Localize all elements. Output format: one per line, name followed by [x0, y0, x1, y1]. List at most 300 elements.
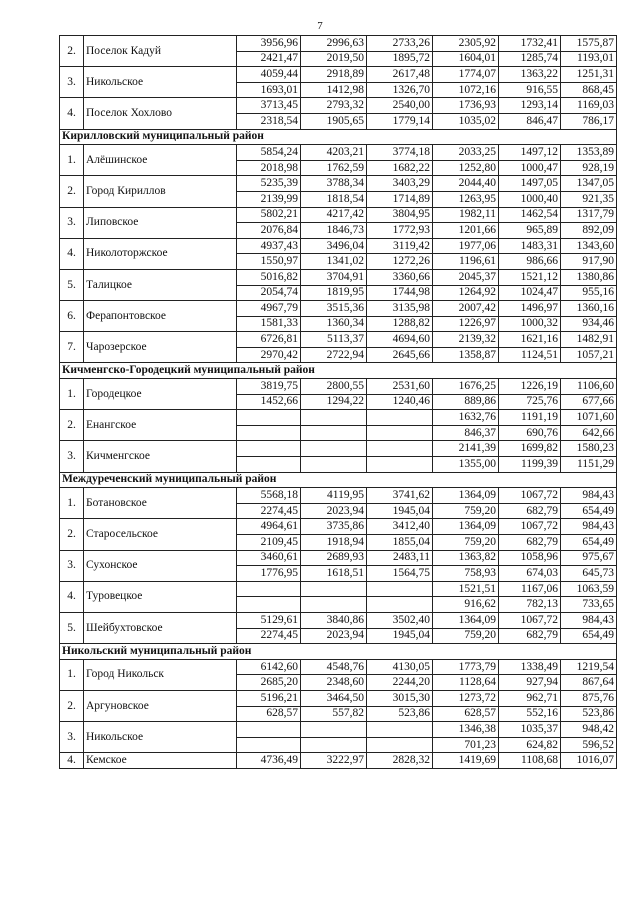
value-cell: 1252,80 [433, 160, 499, 176]
value-cell: 5196,21 [237, 690, 301, 706]
value-cell: 4937,43 [237, 238, 301, 254]
value-cell: 1550,97 [237, 254, 301, 270]
settlement-name: Сухонское [84, 550, 237, 581]
value-cell: 642,66 [561, 425, 617, 441]
value-cell: 975,67 [561, 550, 617, 566]
value-cell: 2421,47 [237, 51, 301, 67]
value-cell: 1496,97 [499, 301, 561, 317]
district-row [60, 363, 617, 379]
value-cell: 2244,20 [367, 675, 433, 691]
value-cell: 892,09 [561, 223, 617, 239]
value-cell: 928,19 [561, 160, 617, 176]
value-cell: 2318,54 [237, 113, 301, 129]
district-name: Кирилловский муниципальный район [60, 129, 617, 145]
settlement-name: Кемское [84, 753, 237, 769]
value-cell: 1618,51 [301, 566, 367, 582]
value-cell: 782,13 [499, 597, 561, 613]
value-cell: 1945,04 [367, 503, 433, 519]
value-cell: 645,73 [561, 566, 617, 582]
value-cell: 3135,98 [367, 301, 433, 317]
row-number: 2. [60, 410, 84, 441]
settlement-name: Енангское [84, 410, 237, 441]
value-cell: 701,23 [433, 737, 499, 753]
value-cell: 1819,95 [301, 285, 367, 301]
value-cell: 5802,21 [237, 207, 301, 223]
value-cell: 674,03 [499, 566, 561, 582]
value-cell: 921,35 [561, 191, 617, 207]
value-cell: 1364,09 [433, 519, 499, 535]
value-cell: 1776,95 [237, 566, 301, 582]
value-cell: 1000,32 [499, 316, 561, 332]
settlement-row [60, 550, 617, 566]
value-cell: 3735,86 [301, 519, 367, 535]
value-cell: 889,86 [433, 394, 499, 410]
value-cell: 1347,05 [561, 176, 617, 192]
settlement-row [60, 379, 617, 395]
settlement-name: Ферапонтовское [84, 301, 237, 332]
district-name: Междуреченский муниципальный район [60, 472, 617, 488]
settlement-name: Город Никольск [84, 659, 237, 690]
value-cell: 1419,69 [433, 753, 499, 769]
value-cell: 1945,04 [367, 628, 433, 644]
value-cell [301, 722, 367, 738]
value-cell: 523,86 [561, 706, 617, 722]
value-cell [367, 410, 433, 426]
value-cell: 3741,62 [367, 488, 433, 504]
settlement-row [60, 690, 617, 706]
value-cell: 3412,40 [367, 519, 433, 535]
settlement-row [60, 301, 617, 317]
value-cell: 3460,61 [237, 550, 301, 566]
value-cell [367, 581, 433, 597]
row-number: 3. [60, 441, 84, 472]
value-cell: 4548,76 [301, 659, 367, 675]
settlement-row [60, 410, 617, 426]
row-number: 2. [60, 690, 84, 721]
value-cell: 4736,49 [237, 753, 301, 769]
value-cell: 2023,94 [301, 503, 367, 519]
value-cell: 1273,72 [433, 690, 499, 706]
value-cell: 2689,93 [301, 550, 367, 566]
value-cell: 1067,72 [499, 519, 561, 535]
value-cell [301, 441, 367, 457]
value-cell: 2793,32 [301, 98, 367, 114]
settlement-row [60, 98, 617, 114]
value-cell: 1000,40 [499, 191, 561, 207]
value-cell: 916,62 [433, 597, 499, 613]
value-cell: 1364,09 [433, 612, 499, 628]
row-number: 4. [60, 98, 84, 129]
value-cell: 4059,44 [237, 67, 301, 83]
value-cell: 3774,18 [367, 145, 433, 161]
value-cell: 1124,51 [499, 347, 561, 363]
value-cell: 1462,54 [499, 207, 561, 223]
value-cell: 677,66 [561, 394, 617, 410]
value-cell: 1353,89 [561, 145, 617, 161]
row-number: 7. [60, 332, 84, 363]
value-cell: 1057,21 [561, 347, 617, 363]
value-cell: 1338,49 [499, 659, 561, 675]
value-cell: 1024,47 [499, 285, 561, 301]
value-cell: 1016,07 [561, 753, 617, 769]
settlement-row [60, 67, 617, 83]
value-cell: 1564,75 [367, 566, 433, 582]
tariff-table [59, 35, 617, 769]
value-cell [301, 597, 367, 613]
value-cell: 3515,36 [301, 301, 367, 317]
settlement-row [60, 722, 617, 738]
value-cell: 3788,34 [301, 176, 367, 192]
value-cell: 1167,06 [499, 581, 561, 597]
value-cell: 5113,37 [301, 332, 367, 348]
value-cell: 1263,95 [433, 191, 499, 207]
value-cell: 1772,93 [367, 223, 433, 239]
value-cell: 1196,61 [433, 254, 499, 270]
value-cell: 984,43 [561, 612, 617, 628]
value-cell: 846,47 [499, 113, 561, 129]
value-cell: 1272,26 [367, 254, 433, 270]
value-cell: 1846,73 [301, 223, 367, 239]
row-number: 5. [60, 269, 84, 300]
value-cell: 758,93 [433, 566, 499, 582]
value-cell: 2023,94 [301, 628, 367, 644]
value-cell: 5854,24 [237, 145, 301, 161]
value-cell: 2996,63 [301, 36, 367, 52]
value-cell: 3496,04 [301, 238, 367, 254]
value-cell: 2348,60 [301, 675, 367, 691]
value-cell: 552,16 [499, 706, 561, 722]
value-cell [237, 597, 301, 613]
settlement-row [60, 659, 617, 675]
row-number: 3. [60, 67, 84, 98]
value-cell: 557,82 [301, 706, 367, 722]
value-cell: 1071,60 [561, 410, 617, 426]
settlement-name: Талицкое [84, 269, 237, 300]
value-cell: 1058,96 [499, 550, 561, 566]
district-name: Никольский муниципальный район [60, 644, 617, 660]
value-cell: 1226,19 [499, 379, 561, 395]
value-cell: 2141,39 [433, 441, 499, 457]
value-cell: 1264,92 [433, 285, 499, 301]
settlement-name: Кичменгское [84, 441, 237, 472]
value-cell: 1918,94 [301, 535, 367, 551]
value-cell: 962,71 [499, 690, 561, 706]
value-cell: 2540,00 [367, 98, 433, 114]
value-cell: 986,66 [499, 254, 561, 270]
settlement-row [60, 145, 617, 161]
value-cell: 1521,51 [433, 581, 499, 597]
settlement-name: Аргуновское [84, 690, 237, 721]
value-cell: 1580,23 [561, 441, 617, 457]
value-cell: 3222,97 [301, 753, 367, 769]
value-cell: 2918,89 [301, 67, 367, 83]
row-number: 1. [60, 488, 84, 519]
value-cell: 690,76 [499, 425, 561, 441]
value-cell: 1773,79 [433, 659, 499, 675]
value-cell: 1497,05 [499, 176, 561, 192]
value-cell: 1774,07 [433, 67, 499, 83]
settlement-row [60, 441, 617, 457]
settlement-name: Поселок Кадуй [84, 36, 237, 67]
value-cell: 3819,75 [237, 379, 301, 395]
value-cell: 875,76 [561, 690, 617, 706]
value-cell: 1106,60 [561, 379, 617, 395]
row-number: 1. [60, 379, 84, 410]
value-cell: 682,79 [499, 628, 561, 644]
value-cell: 1226,97 [433, 316, 499, 332]
row-number: 2. [60, 176, 84, 207]
value-cell: 733,65 [561, 597, 617, 613]
value-cell: 725,76 [499, 394, 561, 410]
value-cell [237, 410, 301, 426]
row-number: 1. [60, 145, 84, 176]
value-cell [301, 410, 367, 426]
table-body [60, 36, 617, 769]
value-cell: 1363,82 [433, 550, 499, 566]
value-cell [367, 722, 433, 738]
value-cell: 1067,72 [499, 612, 561, 628]
value-cell: 759,20 [433, 535, 499, 551]
settlement-row [60, 488, 617, 504]
value-cell: 3713,45 [237, 98, 301, 114]
value-cell: 4119,95 [301, 488, 367, 504]
value-cell: 1452,66 [237, 394, 301, 410]
value-cell: 1632,76 [433, 410, 499, 426]
settlement-row [60, 612, 617, 628]
settlement-name: Чарозерское [84, 332, 237, 363]
value-cell: 1285,74 [499, 51, 561, 67]
value-cell [367, 737, 433, 753]
value-cell: 1191,19 [499, 410, 561, 426]
value-cell: 1482,91 [561, 332, 617, 348]
value-cell: 2483,11 [367, 550, 433, 566]
settlement-name: Алёшинское [84, 145, 237, 176]
value-cell: 948,42 [561, 722, 617, 738]
value-cell: 1063,59 [561, 581, 617, 597]
row-number: 1. [60, 659, 84, 690]
value-cell: 3119,42 [367, 238, 433, 254]
settlement-row [60, 269, 617, 285]
settlement-name: Шейбухтовское [84, 612, 237, 643]
value-cell: 984,43 [561, 519, 617, 535]
value-cell: 1317,79 [561, 207, 617, 223]
district-row [60, 472, 617, 488]
settlement-name: Туровецкое [84, 581, 237, 612]
value-cell: 1360,34 [301, 316, 367, 332]
value-cell: 2007,42 [433, 301, 499, 317]
value-cell: 934,46 [561, 316, 617, 332]
value-cell: 1219,54 [561, 659, 617, 675]
value-cell: 1169,03 [561, 98, 617, 114]
value-cell: 1341,02 [301, 254, 367, 270]
value-cell: 1288,82 [367, 316, 433, 332]
settlement-row [60, 519, 617, 535]
value-cell: 654,49 [561, 628, 617, 644]
page-number: 7 [317, 20, 323, 32]
value-cell: 1699,82 [499, 441, 561, 457]
value-cell: 917,90 [561, 254, 617, 270]
value-cell: 2044,40 [433, 176, 499, 192]
value-cell: 1251,31 [561, 67, 617, 83]
value-cell: 759,20 [433, 628, 499, 644]
value-cell: 927,94 [499, 675, 561, 691]
value-cell: 2045,37 [433, 269, 499, 285]
settlement-row [60, 753, 617, 769]
row-number: 3. [60, 207, 84, 238]
row-number: 2. [60, 519, 84, 550]
row-number: 6. [60, 301, 84, 332]
value-cell: 1855,04 [367, 535, 433, 551]
settlement-name: Поселок Хохлово [84, 98, 237, 129]
value-cell [237, 581, 301, 597]
settlement-name: Никольское [84, 722, 237, 753]
value-cell: 3502,40 [367, 612, 433, 628]
value-cell: 1732,41 [499, 36, 561, 52]
value-cell: 682,79 [499, 535, 561, 551]
value-cell: 955,16 [561, 285, 617, 301]
row-number: 4. [60, 581, 84, 612]
value-cell: 2828,32 [367, 753, 433, 769]
district-name: Кичменгско-Городецкий муниципальный район [60, 363, 617, 379]
value-cell: 1905,65 [301, 113, 367, 129]
value-cell: 2076,84 [237, 223, 301, 239]
value-cell: 868,45 [561, 82, 617, 98]
value-cell: 2970,42 [237, 347, 301, 363]
value-cell [237, 737, 301, 753]
settlement-name: Липовское [84, 207, 237, 238]
value-cell: 5235,39 [237, 176, 301, 192]
value-cell: 1355,00 [433, 457, 499, 473]
value-cell: 3956,96 [237, 36, 301, 52]
value-cell: 1581,33 [237, 316, 301, 332]
value-cell: 1000,47 [499, 160, 561, 176]
value-cell: 1151,29 [561, 457, 617, 473]
row-number: 3. [60, 722, 84, 753]
value-cell: 2054,74 [237, 285, 301, 301]
value-cell: 2274,45 [237, 628, 301, 644]
value-cell: 1108,68 [499, 753, 561, 769]
value-cell: 1343,60 [561, 238, 617, 254]
value-cell: 1497,12 [499, 145, 561, 161]
value-cell: 2645,66 [367, 347, 433, 363]
value-cell: 916,55 [499, 82, 561, 98]
settlement-name: Николоторжское [84, 238, 237, 269]
row-number: 2. [60, 36, 84, 67]
value-cell [367, 441, 433, 457]
value-cell: 654,49 [561, 535, 617, 551]
value-cell: 1067,72 [499, 488, 561, 504]
value-cell: 1521,12 [499, 269, 561, 285]
value-cell: 1201,66 [433, 223, 499, 239]
value-cell: 965,89 [499, 223, 561, 239]
value-cell: 4217,42 [301, 207, 367, 223]
value-cell: 1199,39 [499, 457, 561, 473]
settlement-row [60, 36, 617, 52]
district-row [60, 644, 617, 660]
settlement-name: Старосельское [84, 519, 237, 550]
value-cell [237, 441, 301, 457]
settlement-name: Город Кириллов [84, 176, 237, 207]
value-cell: 4203,21 [301, 145, 367, 161]
value-cell: 2617,48 [367, 67, 433, 83]
value-cell: 3360,66 [367, 269, 433, 285]
value-cell: 1363,22 [499, 67, 561, 83]
value-cell [301, 425, 367, 441]
value-cell: 1035,37 [499, 722, 561, 738]
value-cell: 1818,54 [301, 191, 367, 207]
value-cell [301, 581, 367, 597]
value-cell: 1744,98 [367, 285, 433, 301]
value-cell: 1072,16 [433, 82, 499, 98]
settlement-name: Городецкое [84, 379, 237, 410]
value-cell: 1128,64 [433, 675, 499, 691]
value-cell: 1982,11 [433, 207, 499, 223]
value-cell: 2109,45 [237, 535, 301, 551]
row-number: 4. [60, 753, 84, 769]
value-cell [237, 457, 301, 473]
value-cell: 624,82 [499, 737, 561, 753]
value-cell: 1346,38 [433, 722, 499, 738]
value-cell: 2274,45 [237, 503, 301, 519]
value-cell: 628,57 [237, 706, 301, 722]
value-cell: 1714,89 [367, 191, 433, 207]
value-cell: 2139,99 [237, 191, 301, 207]
value-cell: 2019,50 [301, 51, 367, 67]
value-cell: 4967,79 [237, 301, 301, 317]
value-cell: 682,79 [499, 503, 561, 519]
value-cell: 759,20 [433, 503, 499, 519]
value-cell: 6142,60 [237, 659, 301, 675]
value-cell: 1682,22 [367, 160, 433, 176]
value-cell: 1604,01 [433, 51, 499, 67]
value-cell [237, 425, 301, 441]
settlement-row [60, 332, 617, 348]
value-cell: 3464,50 [301, 690, 367, 706]
value-cell [367, 425, 433, 441]
value-cell: 786,17 [561, 113, 617, 129]
value-cell: 1779,14 [367, 113, 433, 129]
settlement-row [60, 238, 617, 254]
value-cell: 1193,01 [561, 51, 617, 67]
value-cell: 4130,05 [367, 659, 433, 675]
value-cell: 1621,16 [499, 332, 561, 348]
value-cell: 2018,98 [237, 160, 301, 176]
settlement-name: Ботановское [84, 488, 237, 519]
value-cell: 1762,59 [301, 160, 367, 176]
value-cell: 5016,82 [237, 269, 301, 285]
settlement-row [60, 207, 617, 223]
value-cell: 1326,70 [367, 82, 433, 98]
value-cell: 2139,32 [433, 332, 499, 348]
settlement-row [60, 176, 617, 192]
value-cell [367, 597, 433, 613]
value-cell: 1294,22 [301, 394, 367, 410]
value-cell: 1736,93 [433, 98, 499, 114]
value-cell: 1483,31 [499, 238, 561, 254]
value-cell: 4964,61 [237, 519, 301, 535]
value-cell: 2800,55 [301, 379, 367, 395]
row-number: 5. [60, 612, 84, 643]
value-cell: 1676,25 [433, 379, 499, 395]
value-cell: 1035,02 [433, 113, 499, 129]
value-cell: 1380,86 [561, 269, 617, 285]
value-cell: 3704,91 [301, 269, 367, 285]
value-cell: 654,49 [561, 503, 617, 519]
value-cell [237, 722, 301, 738]
value-cell: 5129,61 [237, 612, 301, 628]
row-number: 3. [60, 550, 84, 581]
value-cell: 6726,81 [237, 332, 301, 348]
